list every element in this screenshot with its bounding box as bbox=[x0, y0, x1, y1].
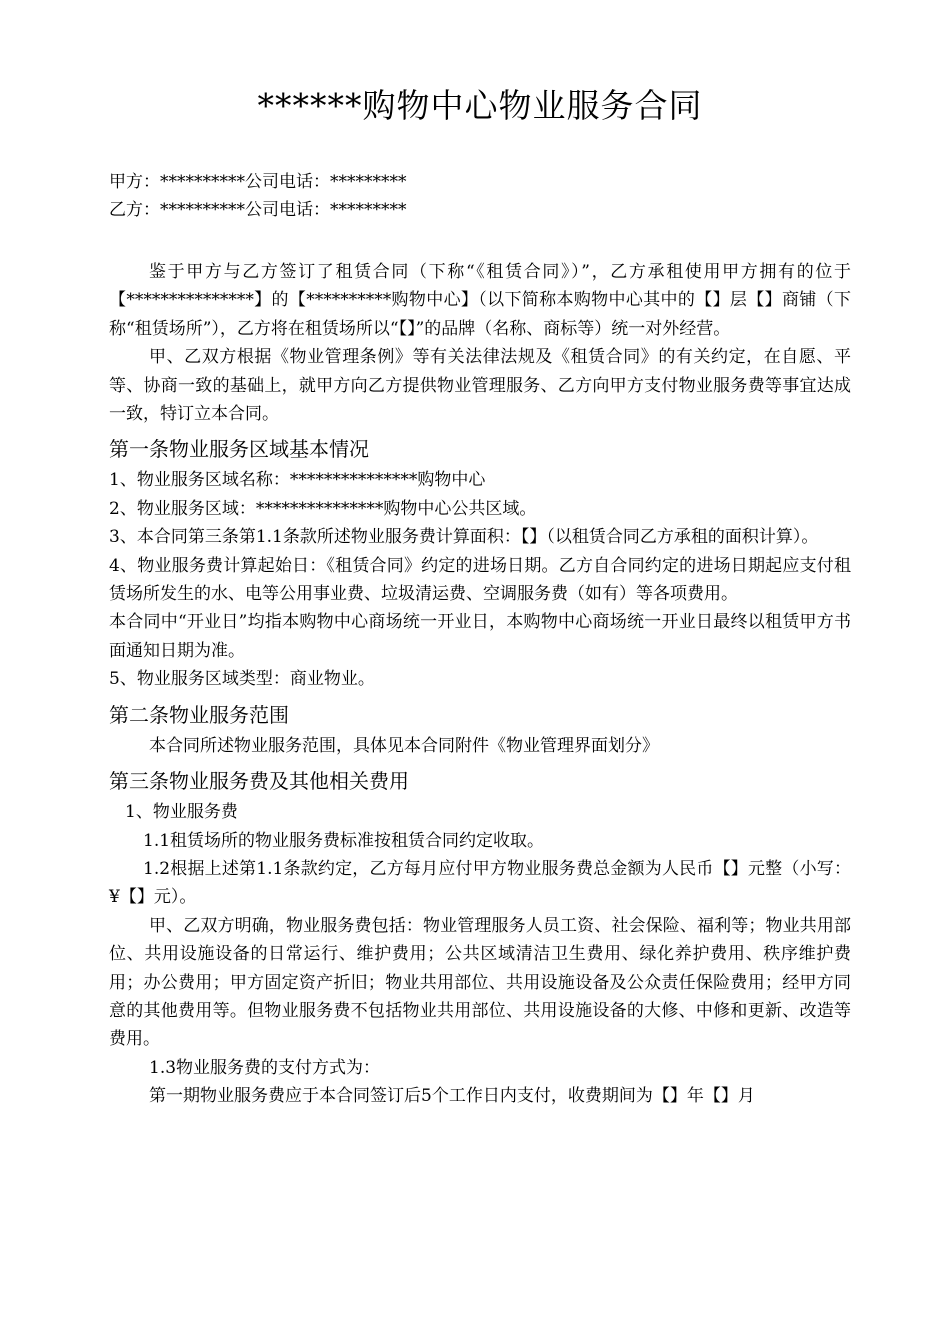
section-1-item-1: 1、物业服务区域名称：***************购物中心 bbox=[109, 470, 486, 491]
parties-block bbox=[109, 168, 851, 224]
preamble-paragraph-1: 鉴于甲方与乙方签订了租赁合同（下称“《租赁合同》）”，乙方承租使用甲方拥有的位于【***************】的【**********购物中心】（以下简称本购物中心其中的【】层【】商铺（下称“租赁场所”），乙方将在租赁场所以“【】”的品牌（名称、商标等）统一对外经营。 bbox=[109, 262, 851, 339]
clause-1-3: 1.3物业服务费的支付方式为： bbox=[149, 1057, 381, 1078]
section-1-item-5: 5、物业服务区域类型：商业物业。 bbox=[109, 669, 375, 690]
section-1-item-2: 2、物业服务区域：***************购物中心公共区域。 bbox=[109, 498, 537, 519]
fee-composition-paragraph: 甲、乙双方明确，物业服务费包括：物业管理服务人员工资、社会保险、福利等；物业共用部位、共用设施设备的日常运行、维护费用；公共区域清洁卫生费用、绿化养护费用、秩序维护费用；办公费用；甲方固定资产折旧；物业共用部位、共用设施设备及公众责任保险费用；经甲方同意的其他费用等。但物业服务费不包括物业共用部位、共用设施设备的大修、中修和更新、改造等费用。 bbox=[109, 915, 851, 1050]
party-a-line: 甲方：**********公司电话：********* bbox=[109, 172, 407, 192]
section-3-heading: 第三条物业服务费及其他相关费用 bbox=[109, 769, 409, 794]
section-1-opening-day-note: 本合同中“开业日”均指本购物中心商场统一开业日，本购物中心商场统一开业日最终以租赁甲方书面通知日期为准。 bbox=[109, 612, 851, 661]
clause-1-2: 1.2根据上述第1.1条款约定，乙方每月应付甲方物业服务费总金额为人民币【】元整（小写：¥【】元）。 bbox=[109, 858, 851, 908]
section-2-heading: 第二条物业服务范围 bbox=[109, 702, 289, 727]
party-b-line: 乙方：**********公司电话：********* bbox=[109, 200, 407, 220]
section-1-heading: 第一条物业服务区域基本情况 bbox=[109, 437, 369, 462]
section-2-body: 本合同所述物业服务范围，具体见本合同附件《物业管理界面划分》 bbox=[149, 735, 659, 756]
payment-terms-paragraph: 第一期物业服务费应于本合同签订后5个工作日内支付，收费期间为【】年【】月 bbox=[149, 1086, 755, 1107]
preamble-paragraph-2: 甲、乙双方根据《物业管理条例》等有关法律法规及《租赁合同》的有关约定，在自愿、平等、协商一致的基础上，就甲方向乙方提供物业管理服务、乙方向甲方支付物业服务费等事宜达成一致，特订立本合同。 bbox=[109, 347, 851, 425]
section-3-subheading-fee: 1、物业服务费 bbox=[125, 802, 238, 823]
contract-page bbox=[109, 84, 851, 1111]
section-1-item-4: 4、物业服务费计算起始日：《租赁合同》约定的进场日期。乙方自合同约定的进场日期起应支付租赁场所发生的水、电等公用事业费、垃圾清运费、空调服务费（如有）等各项费用。 bbox=[109, 555, 851, 605]
clause-1-1: 1.1租赁场所的物业服务费标准按租赁合同约定收取。 bbox=[143, 830, 545, 851]
section-1-item-3: 3、本合同第三条第1.1条款所述物业服务费计算面积：【】（以租赁合同乙方承租的面积计算）。 bbox=[109, 527, 819, 548]
document-title: ******购物中心物业服务合同 bbox=[257, 86, 703, 125]
